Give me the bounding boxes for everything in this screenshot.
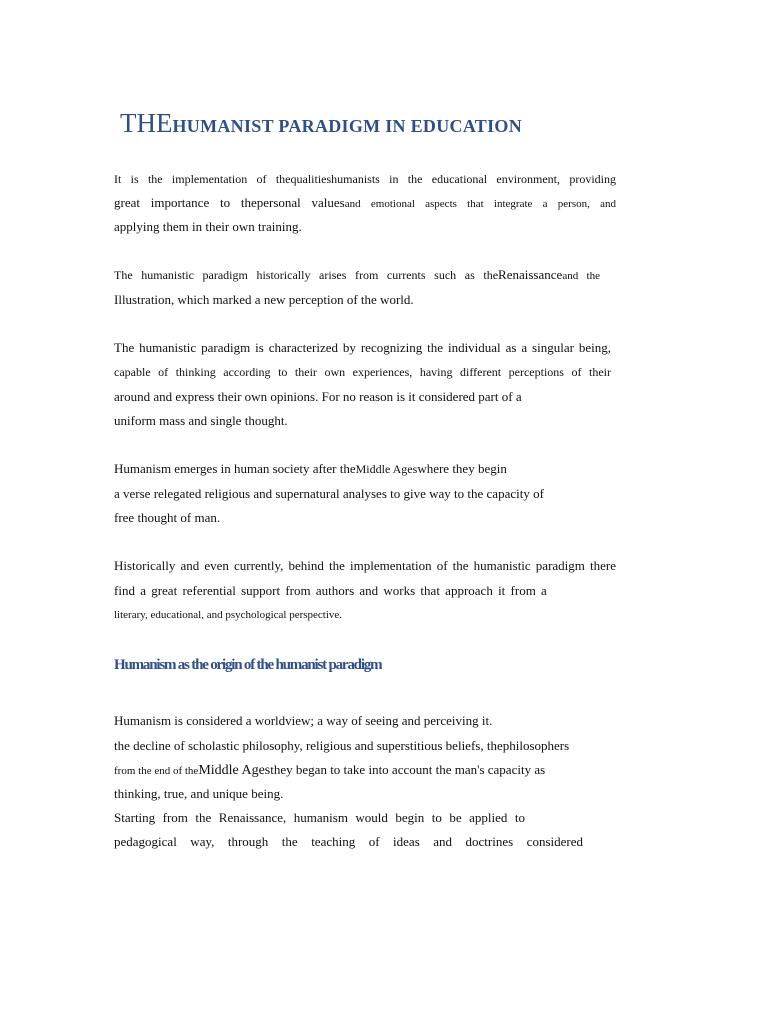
- text-segment: Middle Ages: [198, 763, 271, 778]
- document-title: [120, 110, 522, 137]
- title-rest: HUMANIST PARADIGM IN EDUCATION: [172, 116, 522, 136]
- text-segment: philosophers: [502, 738, 570, 753]
- text-segment: humanists in the educational environment, providing: [331, 172, 616, 186]
- s2-line-6: pedagogical way, through the teaching of ideas and doctrines considered: [114, 834, 583, 849]
- s2-line-5: Starting from the Renaissance, humanism would begin to be applied to: [114, 810, 525, 825]
- p2-line-2: Illustration, which marked a new perception of the world.: [114, 292, 414, 307]
- text-segment: qualities: [290, 172, 332, 186]
- p4-line-1: [114, 461, 507, 477]
- text-segment: Humanism emerges in human society after the: [114, 461, 356, 476]
- text-segment: from the end of the: [114, 765, 199, 777]
- p1-line-3: applying them in their own training.: [114, 219, 302, 234]
- text-segment: It is the implementation of the: [114, 172, 291, 186]
- s2-line-1: Humanism is considered a worldview; a way of seeing and perceiving it.: [114, 713, 493, 728]
- p1-line-1: [114, 171, 616, 187]
- p4-line-3: free thought of man.: [114, 510, 221, 525]
- s2-line-4: thinking, true, and unique being.: [114, 786, 284, 801]
- text-segment: the decline of scholastic philosophy, religious and superstitious beliefs, the: [114, 738, 503, 753]
- p3-line-1: The humanistic paradigm is characterized by recognizing the individual as a singular being,: [114, 340, 611, 355]
- text-segment: and the: [562, 270, 600, 282]
- p3-line-2: capable of thinking according to their own experiences, having different perceptions of their: [114, 365, 611, 379]
- title-prefix: THE: [120, 108, 173, 138]
- p2-line-1: [114, 267, 600, 284]
- p4-line-2: a verse relegated religious and supernatural analyses to give way to the capacity of: [114, 486, 544, 501]
- p3-line-3: around and express their own opinions. For no reason is it considered part of a: [114, 389, 522, 404]
- p1-line-2: [114, 195, 616, 212]
- text-segment: The humanistic paradigm historically arises from currents such as the: [114, 268, 499, 282]
- text-segment: great importance to the: [114, 195, 257, 210]
- s2-line-3: [114, 762, 545, 779]
- p5-line-2: find a great referential support from authors and works that approach it from a: [114, 583, 547, 598]
- text-segment: and emotional aspects that integrate a person, and: [344, 198, 616, 210]
- text-segment: where they begin: [417, 461, 507, 476]
- section-heading: Humanism as the origin of the humanist paradigm: [114, 657, 382, 673]
- s2-line-2: [114, 738, 569, 754]
- p5-line-1: Historically and even currently, behind the implementation of the humanistic paradigm there: [114, 558, 616, 573]
- text-segment: they began to take into account the man's capacity as: [270, 762, 546, 777]
- text-segment: Middle Ages: [355, 462, 418, 476]
- p3-line-4: uniform mass and single thought.: [114, 413, 288, 428]
- text-segment: personal values: [256, 195, 345, 210]
- p5-line-3: literary, educational, and psychological perspective.: [114, 609, 343, 621]
- text-segment: Renaissance: [498, 267, 563, 282]
